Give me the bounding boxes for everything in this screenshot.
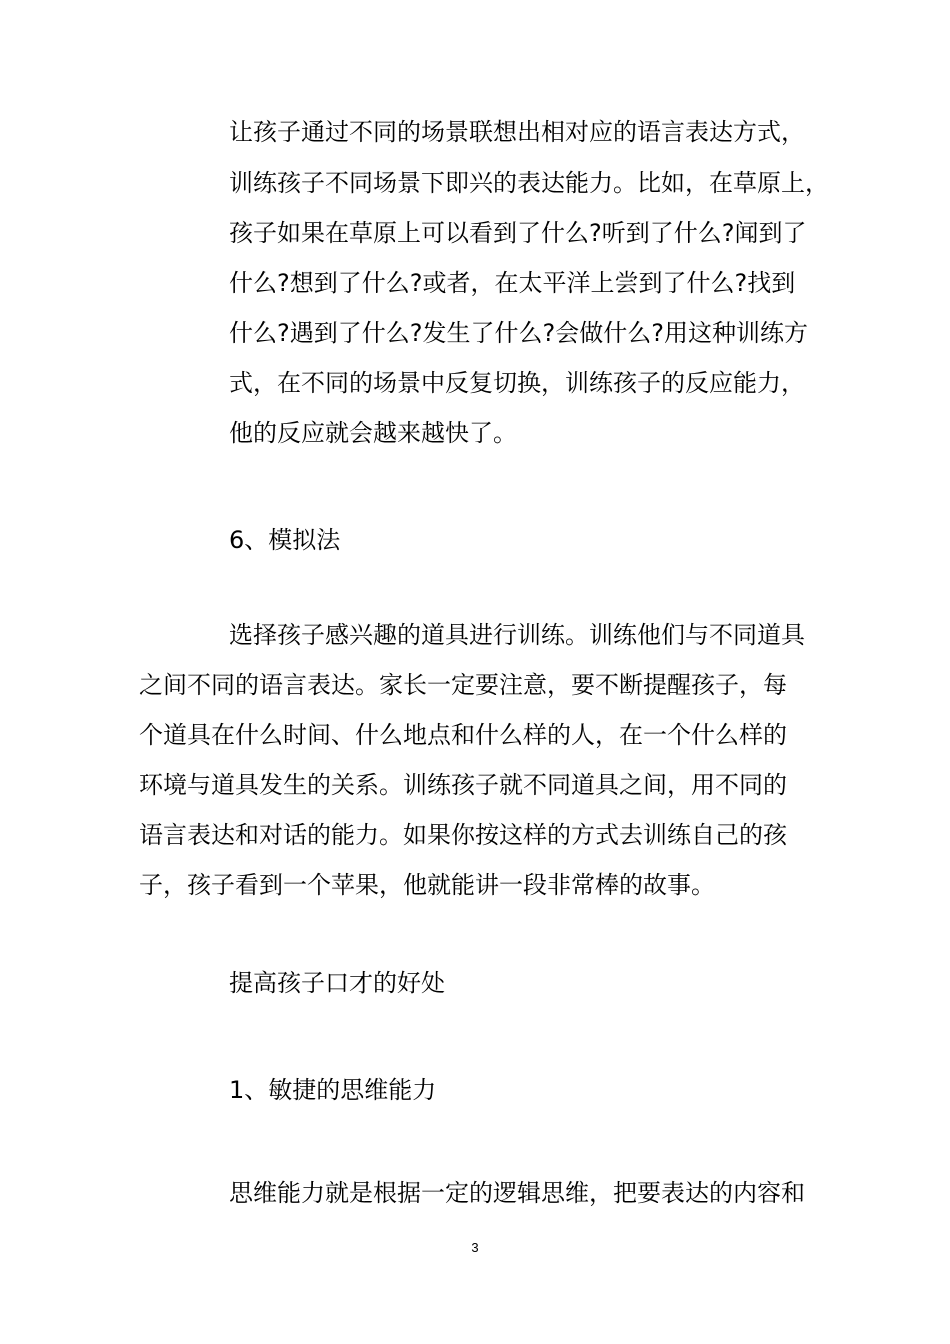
text-line: 子，孩子看到一个苹果，他就能讲一段非常棒的故事。 bbox=[139, 871, 715, 899]
text-line: 他的反应就会越来越快了。 bbox=[229, 419, 517, 447]
text-line: 式，在不同的场景中反复切换，训练孩子的反应能力， bbox=[229, 369, 805, 397]
text-line: 语言表达和对话的能力。如果你按这样的方式去训练自己的孩 bbox=[139, 821, 787, 849]
text-line: 什么?想到了什么?或者，在太平洋上尝到了什么?找到 bbox=[229, 269, 796, 297]
text-line: 什么?遇到了什么?发生了什么?会做什么?用这种训练方 bbox=[229, 319, 808, 347]
section-heading-thinking: 1、敏捷的思维能力 bbox=[229, 1076, 437, 1104]
text-line: 之间不同的语言表达。家长一定要注意，要不断提醒孩子，每 bbox=[139, 671, 787, 699]
text-line: 思维能力就是根据一定的逻辑思维，把要表达的内容和 bbox=[229, 1179, 805, 1207]
text-line: 让孩子通过不同的场景联想出相对应的语言表达方式， bbox=[229, 118, 805, 146]
text-line: 个道具在什么时间、什么地点和什么样的人，在一个什么样的 bbox=[139, 721, 787, 749]
page-number: 3 bbox=[471, 1240, 479, 1255]
text-line: 孩子如果在草原上可以看到了什么?听到了什么?闻到了 bbox=[229, 219, 807, 247]
text-line: 环境与道具发生的关系。训练孩子就不同道具之间，用不同的 bbox=[139, 771, 787, 799]
section-heading-benefits: 提高孩子口才的好处 bbox=[229, 969, 445, 997]
section-heading-simulation: 6、模拟法 bbox=[229, 526, 341, 554]
text-line: 训练孩子不同场景下即兴的表达能力。比如，在草原上， bbox=[229, 169, 829, 197]
text-line: 选择孩子感兴趣的道具进行训练。训练他们与不同道具 bbox=[229, 621, 805, 649]
